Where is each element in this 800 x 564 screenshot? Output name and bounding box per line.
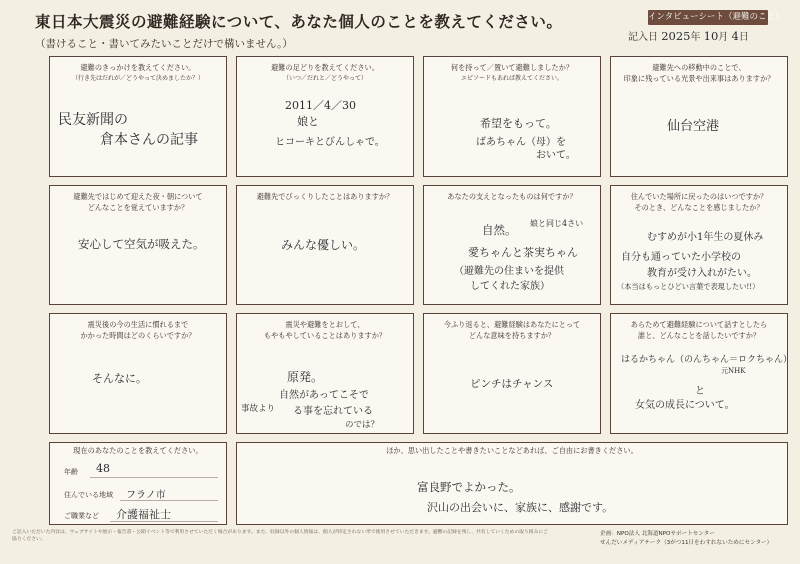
question-box-8 bbox=[610, 185, 788, 305]
profile-box bbox=[49, 442, 227, 525]
answer-line: 自然。 bbox=[482, 223, 517, 237]
answer-line: みんな優しい。 bbox=[281, 238, 366, 252]
answer-line: むすめが小1年生の夏休み bbox=[647, 232, 764, 243]
page-subtitle: （書けること・書いてみたいことだけで構いません。） bbox=[35, 38, 293, 50]
question-box-4 bbox=[610, 56, 788, 177]
answer-line: 娘と同じ4さい bbox=[530, 219, 584, 228]
question-title-line2: どんな意味を持ちますか？ bbox=[468, 330, 556, 340]
entry-year: 2025 bbox=[661, 29, 691, 43]
question-title-line2: どんなことを覚えていますか？ bbox=[87, 202, 189, 212]
page-title: 東日本大震災の避難経験について、あなた個人のことを教えてください。 bbox=[35, 13, 563, 31]
answer-line: 2011／4／30 bbox=[285, 99, 356, 112]
question-title-line2: かかった時間はどのくらいですか？ bbox=[80, 330, 196, 340]
age-label: 年齢 bbox=[64, 468, 78, 476]
answer-line: ヒコーキとびんしゃで。 bbox=[275, 137, 385, 148]
question-title: 避難先ではじめて迎えた夜・朝について bbox=[73, 192, 203, 201]
answer-line: と bbox=[695, 386, 705, 397]
question-box-5 bbox=[49, 185, 227, 305]
question-title: 避難先への移動中のことで、 bbox=[652, 63, 746, 72]
answer-line: ピンチはチャンス bbox=[470, 378, 554, 390]
question-title: 住んでいた場所に戻ったのはいつですか？ bbox=[630, 192, 768, 201]
entry-date-label: 記入日 bbox=[628, 32, 658, 43]
answer-line: 娘と bbox=[297, 115, 319, 128]
question-subtitle: （行き先はだれが／どうやって決めましたか？） bbox=[71, 74, 204, 82]
question-title: 避難先でびっくりしたことはありますか？ bbox=[256, 192, 394, 201]
answer-line: 安心して空気が吸えた。 bbox=[78, 237, 205, 251]
entry-day-suffix: 日 bbox=[738, 32, 749, 43]
job-value: 介護福祉士 bbox=[116, 508, 171, 521]
question-title: 避難の足どりを教えてください。 bbox=[271, 63, 379, 72]
question-box-6 bbox=[236, 185, 414, 305]
entry-month: 10 bbox=[703, 29, 719, 43]
question-box-12 bbox=[610, 313, 793, 434]
answer-line: 元NHK bbox=[721, 367, 746, 375]
question-box-7 bbox=[423, 185, 601, 305]
area-underline bbox=[120, 500, 218, 501]
answer-line: 事故より bbox=[241, 404, 276, 414]
organizer bbox=[600, 530, 772, 548]
question-box-11 bbox=[423, 313, 601, 434]
answer-line: 愛ちゃんと茶実ちゃん bbox=[468, 246, 578, 259]
question-title: 何を持って／置いて避難しましたか？ bbox=[450, 63, 574, 72]
question-title-line2: もやもやしていることはありますか？ bbox=[263, 330, 387, 340]
entry-month-suffix: 月 bbox=[718, 32, 729, 43]
age-underline bbox=[90, 477, 218, 478]
answer-line: 女気の成長について。 bbox=[635, 400, 735, 411]
entry-year-suffix: 年 bbox=[690, 32, 701, 43]
question-title-line2: 誰と、どんなことを話したいですか？ bbox=[637, 330, 761, 340]
answer-line: おいて。 bbox=[536, 150, 576, 161]
free-comment-box bbox=[236, 442, 788, 525]
answer-line: はるかちゃん（のんちゃん＝ロクちゃん） bbox=[621, 355, 793, 365]
answer-line: 原発。 bbox=[287, 370, 324, 384]
free-comment-title: ほか、思い出したことや書きたいことなどあれば、ご自由にお書きください。 bbox=[386, 446, 638, 455]
question-title: あなたの支えとなったものは何ですか？ bbox=[447, 192, 577, 201]
question-title: 避難のきっかけを教えてください。 bbox=[80, 63, 196, 72]
area-value: フラノ市 bbox=[126, 490, 166, 501]
question-subtitle: エピソードもあれば教えてください。 bbox=[460, 74, 563, 82]
answer-line: ばあちゃん（母）を bbox=[476, 137, 566, 148]
answer-line: 教育が受け入れがたい。 bbox=[647, 268, 757, 279]
question-title: 震災や避難をとおして、 bbox=[285, 320, 365, 329]
entry-day: 4 bbox=[731, 29, 739, 43]
answer-line: （避難先の住まいを提供 bbox=[454, 266, 564, 277]
question-title-line2: そのとき、どんなことを感じましたか？ bbox=[634, 202, 764, 212]
question-title-line2: 印象に残っている光景や出来事はありますか？ bbox=[623, 73, 775, 83]
entry-date bbox=[628, 28, 749, 43]
question-box-3 bbox=[423, 56, 601, 177]
answer-line: そんなに。 bbox=[92, 372, 147, 385]
footnote: ご記入いただいた内容は、ウェブサイトや展示・報告書・公開イベント等で利用させていただく場合があります。また、収録以外の個人情報は、個人が特定されない形で使用させていただきます。避難の記録を残し、共有していくための取り組みにご協力ください。 bbox=[12, 530, 548, 542]
answer-line: （本当はもっとひどい言葉で表現したい!!） bbox=[617, 282, 760, 291]
free-comment-line: 富良野でよかった。 bbox=[417, 480, 521, 494]
free-comment-line: 沢山の出会いに、家族に、感謝です。 bbox=[427, 501, 614, 514]
answer-line: のでは？ bbox=[345, 420, 380, 430]
job-label: ご職業など bbox=[64, 512, 99, 520]
organizer-line-1: 企画：NPO法人 北海道NPOサポートセンター bbox=[600, 531, 715, 537]
answer-line: 希望をもって。 bbox=[480, 117, 557, 130]
answer-line: 自分も通っていた小学校の bbox=[621, 252, 741, 263]
question-box-1 bbox=[49, 56, 227, 177]
answer-line: してくれた家族） bbox=[470, 281, 550, 292]
question-subtitle: （いつ／だれと／どうやって） bbox=[282, 74, 367, 82]
organizer-line-2: せんだいメディアテーク（3がつ11日をわすれないためにセンター） bbox=[600, 540, 773, 546]
question-title: あらためて避難経験について話すとしたら bbox=[630, 320, 768, 329]
area-label: 住んでいる地域 bbox=[64, 491, 113, 499]
answer-line: 自然があってこそで bbox=[279, 390, 369, 401]
question-box-2 bbox=[236, 56, 414, 177]
answer-line: 倉本さんの記事 bbox=[100, 132, 198, 148]
question-box-10 bbox=[236, 313, 414, 434]
age-value: 48 bbox=[96, 462, 110, 475]
answer-line: る事を忘れている bbox=[293, 406, 373, 417]
question-title: 震災後の今の生活に慣れるまで bbox=[87, 320, 189, 329]
answer-line: 民友新聞の bbox=[58, 112, 128, 128]
profile-title: 現在のあなたのことを教えてください。 bbox=[73, 446, 203, 455]
question-box-9 bbox=[49, 313, 227, 434]
job-underline bbox=[110, 521, 218, 522]
sheet-type-badge: インタビューシート（避難のこと） bbox=[648, 10, 768, 25]
answer-line: 仙台空港 bbox=[667, 119, 720, 134]
question-title: 今ふり返ると、避難経験はあなたにとって bbox=[443, 320, 581, 329]
